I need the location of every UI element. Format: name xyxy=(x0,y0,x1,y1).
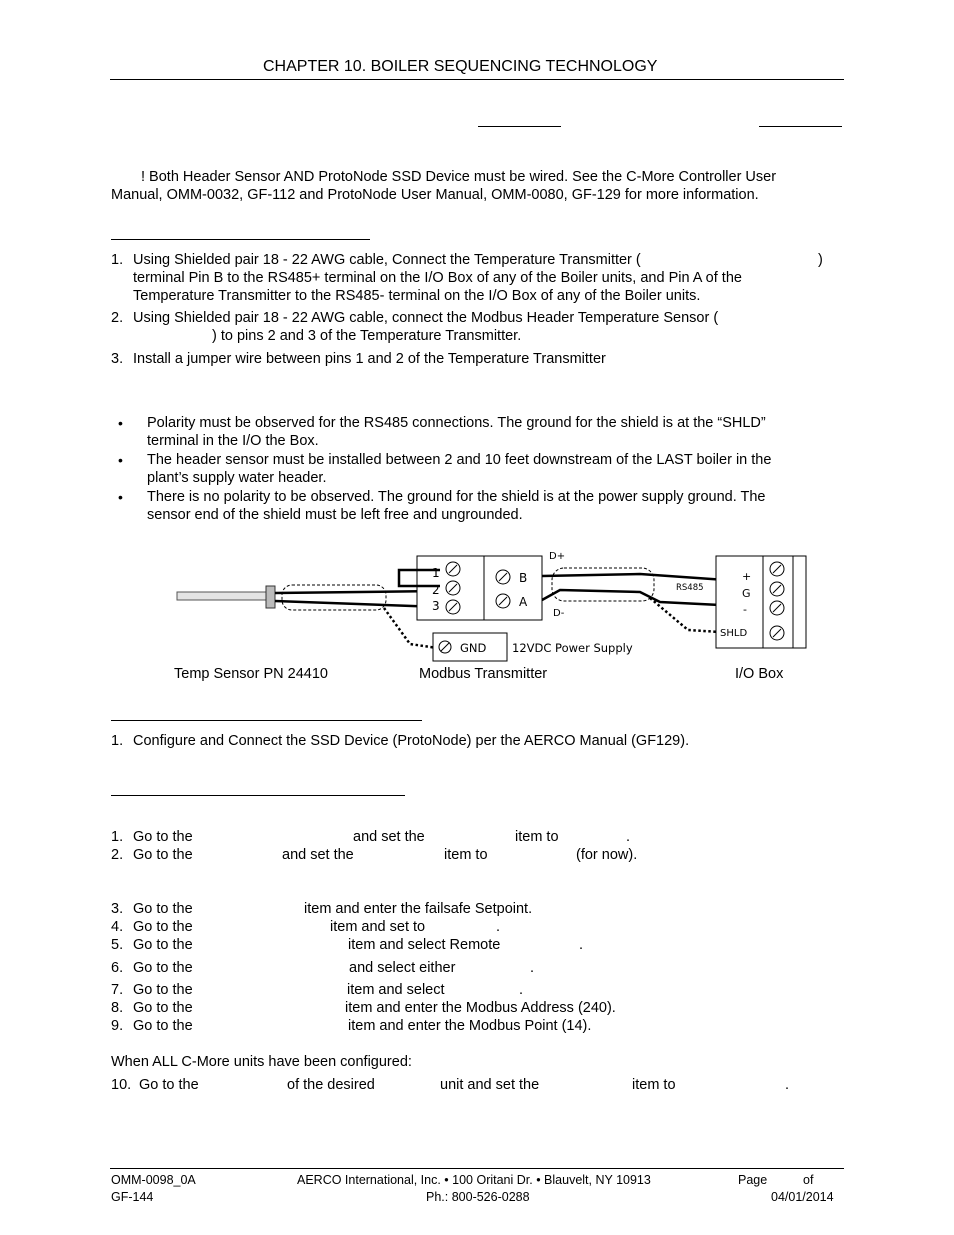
footer-gf-number: GF-144 xyxy=(111,1190,154,1204)
config-step-1-part-3: item to xyxy=(515,829,559,845)
wiring-step-1-close: ) xyxy=(818,252,823,268)
section-underline-ssd xyxy=(111,720,422,721)
transmitter-term-b: B xyxy=(519,571,528,585)
all-configured-text: When ALL C-More units have been configured: xyxy=(111,1054,412,1070)
transmitter-term-a: A xyxy=(519,595,528,609)
footer-date: 04/01/2014 xyxy=(771,1190,834,1204)
config-step-7-part-1: Go to the xyxy=(133,982,193,998)
note-line-1: ! Both Header Sensor AND ProtoNode SSD Device must be wired. See the C-More Controller User xyxy=(141,169,777,185)
section-underline-config xyxy=(111,795,405,796)
wiring-step-1-line-1: Using Shielded pair 18 - 22 AWG cable, Connect the Temperature Transmitter ( xyxy=(133,252,641,268)
io-term-plus: + xyxy=(742,570,752,583)
bullet-icon: • xyxy=(118,452,123,468)
config-step-8-num: 8. xyxy=(111,1000,124,1016)
config-step-2-num: 2. xyxy=(111,847,124,863)
io-term-g: G xyxy=(742,587,751,600)
d-plus-label: D+ xyxy=(549,551,566,562)
notes-bullet-2-line-1: The header sensor must be installed between 2 and 10 feet downstream of the LAST boiler in the xyxy=(147,452,772,468)
footer-doc-number: OMM-0098_0A xyxy=(111,1173,196,1187)
final-step-part-4: item to xyxy=(632,1077,676,1093)
chapter-title: CHAPTER 10. BOILER SEQUENCING TECHNOLOGY xyxy=(263,58,658,75)
power-supply-label: 12VDC Power Supply xyxy=(512,641,633,655)
config-step-4-num: 4. xyxy=(111,919,124,935)
wiring-step-2-line-2: ) to pins 2 and 3 of the Temperature Transmitter. xyxy=(212,328,522,344)
notes-bullet-3-line-2: sensor end of the shield must be left free and ungrounded. xyxy=(147,507,523,523)
config-step-8-part-2: item and enter the Modbus Address (240). xyxy=(345,1000,616,1016)
temp-sensor-head xyxy=(266,586,275,608)
config-step-4-part-1: Go to the xyxy=(133,919,193,935)
config-step-5-part-1: Go to the xyxy=(133,937,193,953)
final-step-part-2: of the desired xyxy=(287,1077,375,1093)
wiring-step-1-line-3: Temperature Transmitter to the RS485- terminal on the I/O Box of any of the Boiler units. xyxy=(133,288,701,304)
config-step-6-part-3: . xyxy=(530,960,535,976)
footer-company: AERCO International, Inc. • 100 Oritani Dr. • Blauvelt, NY 10913 xyxy=(297,1173,651,1187)
final-step-num: 10. xyxy=(111,1077,132,1093)
caption-temp-sensor: Temp Sensor PN 24410 xyxy=(174,666,328,682)
config-step-5-part-3: . xyxy=(579,937,584,953)
config-step-7-part-3: . xyxy=(519,982,524,998)
config-step-6-part-2: and select either xyxy=(349,960,456,976)
transmitter-pin-3: 3 xyxy=(432,599,440,613)
config-step-9-part-1: Go to the xyxy=(133,1018,193,1034)
config-step-2-part-2: and set the xyxy=(282,847,354,863)
heading-underline-2 xyxy=(759,126,842,127)
sensor-wire xyxy=(275,591,440,593)
caption-io-box: I/O Box xyxy=(735,666,784,682)
final-step-part-3: unit and set the xyxy=(440,1077,540,1093)
config-step-2-part-1: Go to the xyxy=(133,847,193,863)
config-step-9-num: 9. xyxy=(111,1018,124,1034)
rs485-d-minus-wire xyxy=(542,590,740,606)
config-step-3-part-1: Go to the xyxy=(133,901,193,917)
ssd-step-text: Configure and Connect the SSD Device (ProtoNode) per the AERCO Manual (GF129). xyxy=(133,733,690,749)
wiring-diagram xyxy=(0,540,954,680)
io-term-minus: - xyxy=(743,603,747,616)
config-step-7-num: 7. xyxy=(111,982,124,998)
config-step-2-part-4: (for now). xyxy=(576,847,638,863)
config-step-1-num: 1. xyxy=(111,829,124,845)
wiring-step-1-line-2: terminal Pin B to the RS485+ terminal on the I/O Box of any of the Boiler units, and Pin A of the xyxy=(133,270,742,286)
config-step-8-part-1: Go to the xyxy=(133,1000,193,1016)
caption-modbus-transmitter: Modbus Transmitter xyxy=(419,666,548,682)
heading-underline-1 xyxy=(478,126,561,127)
bullet-icon: • xyxy=(118,489,123,505)
transmitter-pin-1: 1 xyxy=(432,566,440,580)
header-rule xyxy=(110,79,844,80)
config-step-1-part-4: . xyxy=(626,829,631,845)
config-step-3-part-2: item and enter the failsafe Setpoint. xyxy=(304,901,533,917)
wiring-step-1-num: 1. xyxy=(111,252,124,268)
bullet-icon: • xyxy=(118,415,123,431)
config-step-4-part-3: . xyxy=(496,919,501,935)
transmitter-pin-2: 2 xyxy=(432,583,440,597)
config-step-1-part-1: Go to the xyxy=(133,829,193,845)
footer-phone: Ph.: 800-526-0288 xyxy=(426,1190,530,1204)
config-step-5-num: 5. xyxy=(111,937,124,953)
d-minus-label: D- xyxy=(553,608,565,619)
sensor-wire xyxy=(275,601,440,607)
config-step-3-num: 3. xyxy=(111,901,124,917)
temp-sensor-probe xyxy=(177,592,269,600)
wiring-step-2-num: 2. xyxy=(111,310,124,326)
footer-page-label: Page xyxy=(738,1173,768,1187)
config-step-4-part-2: item and set to xyxy=(330,919,426,935)
config-step-7-part-2: item and select xyxy=(347,982,445,998)
shld-label: SHLD xyxy=(720,628,748,639)
notes-bullet-3-line-1: There is no polarity to be observed. The ground for the shield is at the power supply ground. The xyxy=(147,489,766,505)
gnd-label: GND xyxy=(460,641,487,655)
final-step-part-1: Go to the xyxy=(139,1077,199,1093)
footer-of-label: of xyxy=(803,1173,814,1187)
final-step-part-5: . xyxy=(785,1077,790,1093)
rs485-label: RS485 xyxy=(676,583,704,593)
config-step-6-part-1: Go to the xyxy=(133,960,193,976)
config-step-9-part-2: item and enter the Modbus Point (14). xyxy=(348,1018,592,1034)
wiring-step-2-line-1: Using Shielded pair 18 - 22 AWG cable, connect the Modbus Header Temperature Sensor ( xyxy=(133,310,719,326)
config-step-6-num: 6. xyxy=(111,960,124,976)
config-step-5-part-2: item and select Remote xyxy=(348,937,501,953)
config-step-2-part-3: item to xyxy=(444,847,488,863)
sensor-cable-shield xyxy=(282,585,386,610)
section-underline-wiring xyxy=(111,239,370,240)
wiring-step-3-line-1: Install a jumper wire between pins 1 and 2 of the Temperature Transmitter xyxy=(133,351,606,367)
notes-bullet-2-line-2: plant’s supply water header. xyxy=(147,470,327,486)
notes-bullet-1-line-1: Polarity must be observed for the RS485 connections. The ground for the shield is at the “SHLD” xyxy=(147,415,766,431)
footer-rule xyxy=(110,1168,844,1169)
notes-bullet-1-line-2: terminal in the I/O the Box. xyxy=(147,433,319,449)
config-step-1-part-2: and set the xyxy=(353,829,425,845)
rs485-d-plus-wire xyxy=(542,574,740,581)
power-supply-screw xyxy=(439,641,451,653)
note-line-2: Manual, OMM-0032, GF-112 and ProtoNode User Manual, OMM-0080, GF-129 for more information. xyxy=(111,187,759,203)
ssd-step-num: 1. xyxy=(111,733,124,749)
wiring-step-3-num: 3. xyxy=(111,351,124,367)
